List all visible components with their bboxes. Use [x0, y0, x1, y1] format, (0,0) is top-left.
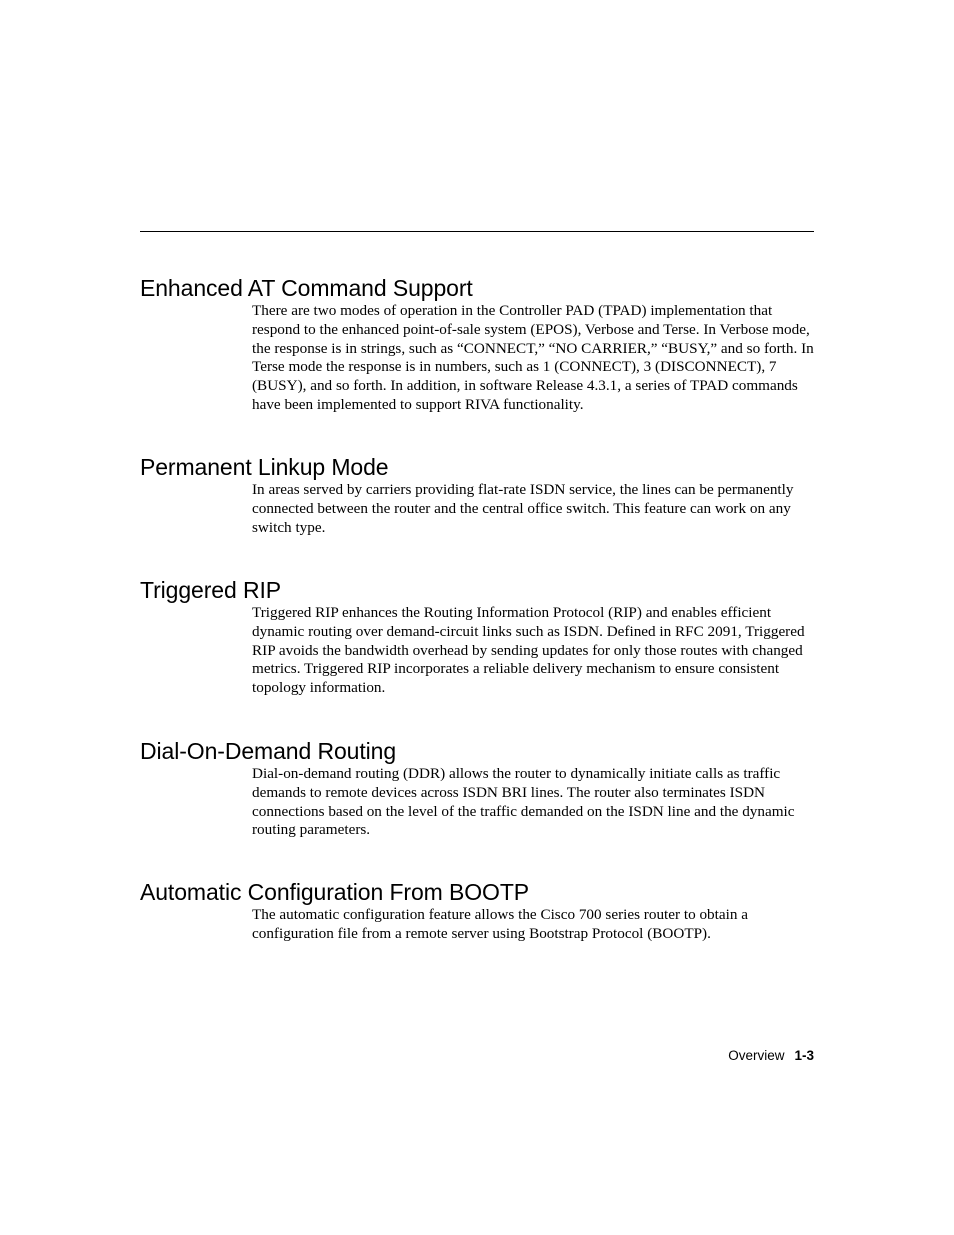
section-body: Triggered RIP enhances the Routing Information Protocol (RIP) and enables efficient dynamic routing over demand-circuit links such as ISDN. Defined in RFC 2091, Triggered RIP avoids the bandwidth overhead by sending updates for only those routes with changed metrics. Triggered RIP incorporates a reliable delivery mechanism to ensure consistent topology information. — [252, 604, 805, 697]
section-heading: Triggered RIP — [140, 577, 282, 603]
section-dial-on-demand-routing — [140, 737, 814, 840]
section-body: There are two modes of operation in the Controller PAD (TPAD) implementation that respond to the enhanced point-of-sale system (EPOS), Verbose and Terse. In Verbose mode, the response is in strings, such as “CONNECT,” “NO CARRIER,” “BUSY,” and so forth. In Terse mode the response is in numbers, such as 1 (CONNECT), 3 (DISCONNECT), 7 (BUSY), and so forth. In addition, in software Release 4.3.1, a series of TPAD commands have been implemented to support RIVA functionality. — [252, 302, 814, 413]
section-heading: Enhanced AT Command Support — [140, 275, 473, 301]
section-heading: Dial-On-Demand Routing — [140, 738, 397, 764]
header-rule — [140, 231, 814, 232]
section-body: The automatic configuration feature allows the Cisco 700 series router to obtain a configuration file from a remote server using Bootstrap Protocol (BOOTP). — [252, 906, 748, 942]
footer-page-number: 1-3 — [794, 1048, 814, 1063]
section-body: In areas served by carriers providing flat-rate ISDN service, the lines can be permanently connected between the router and the central office switch. This feature can work on any switch type. — [252, 481, 794, 536]
footer-chapter: Overview — [728, 1048, 785, 1063]
section-permanent-linkup-mode — [140, 453, 814, 537]
section-body: Dial-on-demand routing (DDR) allows the router to dynamically initiate calls as traffic demands to remote devices across ISDN BRI lines. The router also terminates ISDN connections based on the level of the traffic demanded on the ISDN line and the dynamic routing parameters. — [252, 765, 795, 839]
page-footer — [728, 1047, 814, 1065]
section-heading: Automatic Configuration From BOOTP — [140, 879, 530, 905]
section-triggered-rip — [140, 576, 814, 698]
section-enhanced-at-command-support — [140, 274, 814, 415]
section-automatic-configuration-from-bootp — [140, 878, 814, 944]
section-heading: Permanent Linkup Mode — [140, 454, 389, 480]
